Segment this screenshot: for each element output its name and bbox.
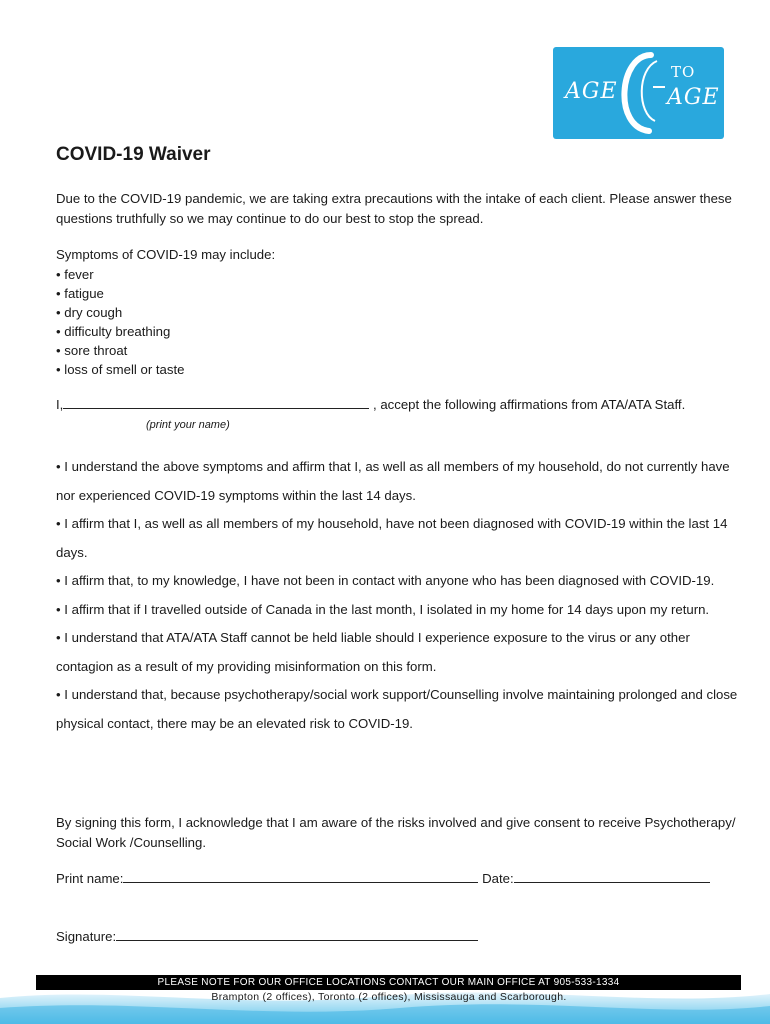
affirmation-item: • I understand that, because psychotherapy/social work support/Counselling involve maintaining prolonged and close physical contact, there may be an elevated risk to COVID-19.	[56, 687, 738, 731]
print-your-name-blank[interactable]	[63, 397, 369, 409]
symptoms-heading: Symptoms of COVID-19 may include:	[56, 247, 276, 262]
symptom-item: • dry cough	[56, 305, 123, 320]
footer-notice-bar: PLEASE NOTE FOR OUR OFFICE LOCATIONS CONTACT OUR MAIN OFFICE AT 905-533-1334	[36, 975, 741, 990]
name-prefix: I,	[56, 397, 64, 412]
signature-label: Signature:	[56, 929, 117, 944]
affirmation-item: • I understand the above symptoms and affirm that I, as well as all members of my household, do not currently have nor experienced COVID-19 symptoms within the last 14 days.	[56, 459, 730, 503]
name-affirmation-line	[56, 397, 756, 412]
print-name-hint: (print your name)	[146, 419, 230, 431]
footer-locations: Brampton (2 offices), Toronto (2 offices), Mississauga and Scarborough.	[211, 991, 567, 1003]
name-suffix: , accept the following affirmations from ATA/ATA Staff.	[369, 397, 686, 412]
page-title: COVID-19 Waiver	[56, 144, 211, 165]
affirmation-item: • I affirm that, to my knowledge, I have not been in contact with anyone who has been diagnosed with COVID-19.	[56, 573, 715, 588]
consent-paragraph: By signing this form, I acknowledge that I am aware of the risks involved and give consent to receive Psychotherapy/ Social Work /Counselling.	[56, 815, 736, 850]
signature-field[interactable]	[116, 929, 478, 941]
print-name-row	[56, 871, 710, 886]
symptom-item: • fatigue	[56, 286, 104, 301]
logo-text-to: TO	[671, 63, 696, 81]
intro-paragraph: Due to the COVID-19 pandemic, we are taking extra precautions with the intake of each client. Please answer these questions truthfully so we may continue to do our best to stop the spread.	[56, 191, 732, 226]
affirmation-item: • I affirm that I, as well as all members of my household, have not been diagnosed with COVID-19 within the last 14 days.	[56, 516, 728, 560]
symptoms-list	[56, 265, 184, 379]
signature-row	[56, 929, 478, 944]
symptom-item: • loss of smell or taste	[56, 362, 185, 377]
print-name-field[interactable]	[123, 871, 478, 883]
affirmation-item: • I understand that ATA/ATA Staff cannot be held liable should I experience exposure to the virus or any other contagion as a result of my providing misinformation on this form.	[56, 630, 690, 674]
logo-text-age-left: AGE	[565, 79, 618, 104]
symptom-item: • fever	[56, 267, 94, 282]
age-to-age-logo	[553, 47, 724, 139]
logo-text-age-right: AGE	[667, 85, 720, 110]
print-name-label: Print name:	[56, 871, 124, 886]
symptom-item: • difficulty breathing	[56, 324, 171, 339]
affirmations-list	[56, 453, 746, 738]
date-label: Date:	[482, 871, 514, 886]
symptom-item: • sore throat	[56, 343, 128, 358]
affirmation-item: • I affirm that if I travelled outside of Canada in the last month, I isolated in my home for 14 days upon my return.	[56, 601, 710, 617]
date-field[interactable]	[514, 871, 710, 883]
